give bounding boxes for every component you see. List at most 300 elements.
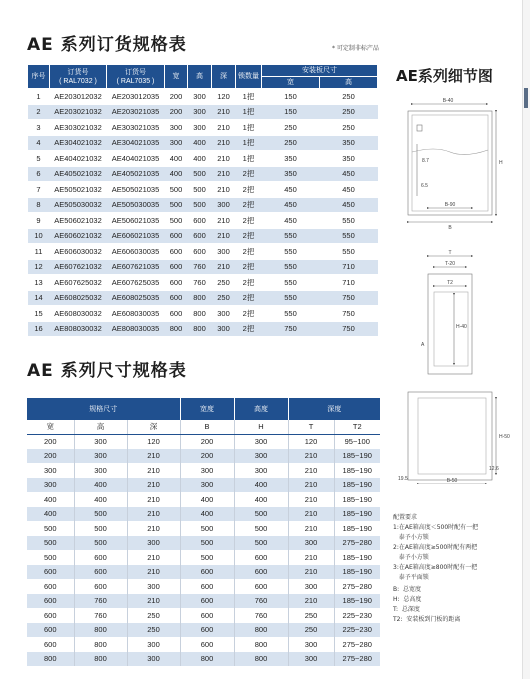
size-table-row — [27, 449, 380, 464]
table-cell: AE405021035 — [107, 166, 165, 182]
table-cell: AE606030035 — [107, 244, 165, 260]
table-cell: 210 — [127, 550, 180, 565]
table-cell: 800 — [234, 637, 288, 652]
table-cell: 6 — [28, 166, 50, 182]
table-cell: AE608025032 — [50, 290, 107, 306]
table-cell: 250 — [262, 120, 320, 136]
table-cell: 9 — [28, 213, 50, 229]
table-cell: 800 — [180, 652, 234, 667]
size-table-row — [27, 492, 380, 507]
table-cell: 300 — [180, 463, 234, 478]
col-plate-width: 宽 — [262, 77, 320, 89]
order-table-row — [28, 120, 378, 136]
plate-b50-label: B-50 — [446, 478, 458, 484]
table-cell: 400 — [165, 166, 188, 182]
table-cell: 210 — [288, 521, 334, 536]
col-w: 宽 — [27, 420, 74, 434]
table-cell: 210 — [212, 228, 236, 244]
table-cell: 120 — [288, 434, 334, 449]
col-height: 高 — [188, 65, 212, 89]
table-cell: 210 — [127, 507, 180, 522]
table-cell: 1 — [28, 89, 50, 105]
col-code-7035: 订货号 ( RAL7035 ) — [107, 65, 165, 89]
order-table-row — [28, 321, 378, 337]
table-cell: 600 — [165, 290, 188, 306]
table-cell: 300 — [288, 579, 334, 594]
front-b40-label: B-40 — [442, 98, 454, 104]
table-cell: 1把 — [236, 89, 262, 105]
table-cell: 300 — [127, 536, 180, 551]
table-cell: 600 — [27, 637, 74, 652]
table-cell: 210 — [288, 478, 334, 493]
front-65-label: 6.5 — [421, 183, 428, 189]
table-cell: 13 — [28, 275, 50, 291]
table-cell: 400 — [27, 492, 74, 507]
table-cell: 600 — [27, 565, 74, 580]
table-cell: 120 — [212, 89, 236, 105]
table-cell: AE505021035 — [107, 182, 165, 198]
table-cell: 300 — [74, 463, 127, 478]
col-H: H — [234, 420, 288, 434]
table-cell: 5 — [28, 151, 50, 167]
table-cell: 600 — [188, 213, 212, 229]
table-cell: 500 — [165, 213, 188, 229]
table-cell: 750 — [320, 306, 378, 322]
table-cell: AE405021032 — [50, 166, 107, 182]
order-table-title: AE 系列订货规格表 — [27, 35, 187, 55]
table-cell: 300 — [127, 579, 180, 594]
table-cell: 185~190 — [334, 550, 380, 565]
table-cell: 600 — [180, 623, 234, 638]
table-cell: 400 — [234, 492, 288, 507]
table-cell: 300 — [288, 637, 334, 652]
size-table-row — [27, 579, 380, 594]
table-cell: 800 — [165, 321, 188, 337]
table-cell: AE608030032 — [50, 306, 107, 322]
side-view-drawing — [428, 256, 472, 374]
table-cell: 300 — [234, 449, 288, 464]
table-cell: 300 — [212, 197, 236, 213]
table-cell: 185~190 — [334, 594, 380, 609]
table-cell: 2把 — [236, 306, 262, 322]
table-cell: 210 — [288, 594, 334, 609]
table-cell: 450 — [320, 182, 378, 198]
col-width: 宽 — [165, 65, 188, 89]
legend-line: B: 总宽度 — [393, 586, 421, 593]
legend-line: 1:在AE箱高度＜500时配有一把 — [393, 524, 479, 531]
table-cell: 210 — [127, 565, 180, 580]
table-cell: AE808030032 — [50, 321, 107, 337]
table-cell: 185~190 — [334, 565, 380, 580]
front-h-label: H — [499, 160, 503, 166]
table-cell: 500 — [180, 521, 234, 536]
table-cell: 600 — [165, 275, 188, 291]
table-cell: 550 — [262, 306, 320, 322]
table-cell: 300 — [212, 306, 236, 322]
table-cell: AE303021032 — [50, 120, 107, 136]
table-cell: 500 — [188, 182, 212, 198]
table-cell: 250 — [127, 608, 180, 623]
side-h40-label: H-40 — [456, 324, 467, 330]
table-cell: AE203021032 — [50, 104, 107, 120]
table-cell: 760 — [74, 594, 127, 609]
table-cell: 250 — [320, 89, 378, 105]
table-cell: 760 — [74, 608, 127, 623]
table-cell: 200 — [165, 104, 188, 120]
table-cell: 210 — [212, 135, 236, 151]
table-cell: AE607621035 — [107, 259, 165, 275]
table-cell: 185~190 — [334, 463, 380, 478]
col-plate-size: 安装板尺寸 — [262, 65, 378, 77]
table-cell: 300 — [188, 89, 212, 105]
order-spec-table — [27, 64, 378, 337]
legend-line: 泰予平面锁 — [393, 574, 429, 581]
order-table-row — [28, 290, 378, 306]
table-cell: AE606030032 — [50, 244, 107, 260]
table-cell: 2把 — [236, 166, 262, 182]
size-table-row — [27, 521, 380, 536]
side-t2-label: T2 — [447, 280, 453, 286]
col-width-group: 宽度 — [180, 398, 234, 420]
side-t20-label: T-20 — [444, 261, 456, 267]
plate-195-label: 19.5 — [398, 476, 408, 482]
size-table-row — [27, 652, 380, 667]
size-table-row — [27, 478, 380, 493]
table-cell: 550 — [262, 244, 320, 260]
table-cell: AE404021035 — [107, 151, 165, 167]
order-table-row — [28, 228, 378, 244]
table-cell: AE505030035 — [107, 197, 165, 213]
table-cell: 10 — [28, 228, 50, 244]
table-cell: 710 — [320, 275, 378, 291]
table-cell: 2 — [28, 104, 50, 120]
col-seq: 序号 — [28, 65, 50, 89]
size-table-row — [27, 608, 380, 623]
table-cell: 350 — [262, 166, 320, 182]
size-table-row — [27, 637, 380, 652]
table-cell: 250 — [288, 623, 334, 638]
table-cell: AE505030032 — [50, 197, 107, 213]
order-table-row — [28, 182, 378, 198]
table-cell: 300 — [180, 478, 234, 493]
table-cell: 185~190 — [334, 492, 380, 507]
table-cell: 500 — [165, 197, 188, 213]
table-cell: 400 — [180, 492, 234, 507]
table-cell: 500 — [27, 536, 74, 551]
front-87-label: 8.7 — [422, 158, 429, 164]
table-cell: 300 — [27, 478, 74, 493]
col-T2: T2 — [334, 420, 380, 434]
table-cell: 16 — [28, 321, 50, 337]
config-legend — [393, 513, 478, 625]
table-cell: 1把 — [236, 151, 262, 167]
table-cell: AE304021032 — [50, 135, 107, 151]
table-cell: 600 — [165, 306, 188, 322]
size-table-row — [27, 434, 380, 449]
table-cell: 600 — [165, 259, 188, 275]
table-cell: 7 — [28, 182, 50, 198]
col-h: 高 — [74, 420, 127, 434]
table-cell: 600 — [234, 550, 288, 565]
table-cell: 750 — [262, 321, 320, 337]
table-cell: 210 — [212, 213, 236, 229]
table-cell: AE304021035 — [107, 135, 165, 151]
table-cell: 550 — [262, 290, 320, 306]
table-cell: 800 — [74, 652, 127, 667]
table-cell: 500 — [180, 550, 234, 565]
table-cell: 1把 — [236, 135, 262, 151]
table-cell: 400 — [180, 507, 234, 522]
legend-line: T: 总深度 — [393, 606, 420, 613]
table-cell: 185~190 — [334, 507, 380, 522]
table-cell: 250 — [320, 120, 378, 136]
table-cell: AE606021035 — [107, 228, 165, 244]
size-table-title: AE 系列尺寸规格表 — [27, 361, 187, 381]
table-cell: 600 — [180, 608, 234, 623]
table-cell: 300 — [212, 321, 236, 337]
table-cell: 210 — [212, 166, 236, 182]
legend-line: 配置要求 — [393, 514, 418, 521]
table-cell: 210 — [127, 449, 180, 464]
table-cell: 300 — [74, 434, 127, 449]
table-cell: 500 — [234, 536, 288, 551]
table-cell: 400 — [74, 492, 127, 507]
table-cell: 15 — [28, 306, 50, 322]
table-cell: 800 — [234, 652, 288, 667]
table-cell: 12 — [28, 259, 50, 275]
table-cell: 760 — [234, 594, 288, 609]
size-table-row — [27, 550, 380, 565]
table-cell: 185~190 — [334, 449, 380, 464]
table-cell: 11 — [28, 244, 50, 260]
table-cell: 185~190 — [334, 521, 380, 536]
col-depth-group: 深度 — [288, 398, 380, 420]
table-cell: 185~190 — [334, 478, 380, 493]
table-cell: 250 — [212, 275, 236, 291]
table-cell: 150 — [262, 89, 320, 105]
table-cell: 600 — [27, 579, 74, 594]
table-cell: 760 — [188, 275, 212, 291]
size-table-row — [27, 623, 380, 638]
table-cell: 350 — [320, 135, 378, 151]
table-cell: 600 — [27, 623, 74, 638]
table-cell: 200 — [180, 434, 234, 449]
table-cell: 800 — [188, 321, 212, 337]
table-cell: 210 — [127, 521, 180, 536]
table-cell: 210 — [127, 463, 180, 478]
table-cell: 550 — [262, 228, 320, 244]
table-cell: AE203012032 — [50, 89, 107, 105]
table-cell: 300 — [288, 536, 334, 551]
col-code-7032: 订货号 ( RAL7032 ) — [50, 65, 107, 89]
table-cell: 300 — [288, 652, 334, 667]
table-cell: 275~280 — [334, 637, 380, 652]
table-cell: 250 — [320, 104, 378, 120]
table-cell: 500 — [180, 536, 234, 551]
table-cell: 2把 — [236, 213, 262, 229]
size-table-row — [27, 507, 380, 522]
custom-note: * 可定制非标产品 — [332, 45, 379, 52]
table-cell: 550 — [262, 259, 320, 275]
size-table-row — [27, 594, 380, 609]
col-height-group: 高度 — [234, 398, 288, 420]
table-cell: 600 — [180, 637, 234, 652]
size-table-row — [27, 463, 380, 478]
table-cell: 760 — [188, 259, 212, 275]
table-cell: AE303021035 — [107, 120, 165, 136]
col-spec-size: 规格尺寸 — [27, 398, 180, 420]
legend-line: H: 总高度 — [393, 596, 422, 603]
order-table-row — [28, 244, 378, 260]
table-cell: AE203021035 — [107, 104, 165, 120]
table-cell: AE608025035 — [107, 290, 165, 306]
order-table-row — [28, 197, 378, 213]
legend-line: 泰予小方锁 — [393, 534, 429, 541]
table-cell: 8 — [28, 197, 50, 213]
table-cell: 3 — [28, 120, 50, 136]
table-cell: 300 — [127, 652, 180, 667]
table-cell: 120 — [127, 434, 180, 449]
table-cell: 300 — [188, 120, 212, 136]
table-cell: 600 — [74, 579, 127, 594]
col-plate-height: 高 — [320, 77, 378, 89]
table-cell: AE203012035 — [107, 89, 165, 105]
table-cell: 550 — [320, 228, 378, 244]
table-cell: 600 — [27, 594, 74, 609]
plate-view-drawing — [408, 392, 496, 484]
side-t-label: T — [448, 250, 452, 256]
detail-title: AE系列细节图 — [396, 67, 493, 85]
table-cell: 400 — [234, 478, 288, 493]
table-cell: 500 — [74, 521, 127, 536]
table-cell: 400 — [188, 151, 212, 167]
table-cell: 225~230 — [334, 608, 380, 623]
table-cell: 210 — [212, 182, 236, 198]
table-cell: 250 — [288, 608, 334, 623]
table-cell: 500 — [27, 550, 74, 565]
table-cell: 450 — [320, 197, 378, 213]
table-cell: 500 — [188, 166, 212, 182]
table-cell: 400 — [27, 507, 74, 522]
table-cell: 450 — [320, 166, 378, 182]
order-table-row — [28, 306, 378, 322]
table-cell: 450 — [262, 182, 320, 198]
size-spec-table — [27, 398, 380, 666]
table-cell: 1把 — [236, 120, 262, 136]
table-cell: 300 — [188, 104, 212, 120]
table-cell: 2把 — [236, 197, 262, 213]
table-cell: 600 — [180, 594, 234, 609]
table-cell: 550 — [320, 213, 378, 229]
table-cell: 300 — [212, 244, 236, 260]
table-cell: 300 — [234, 463, 288, 478]
table-cell: 750 — [320, 321, 378, 337]
table-cell: 210 — [288, 492, 334, 507]
plate-h50-label: H-50 — [499, 434, 510, 440]
table-cell: 800 — [188, 290, 212, 306]
table-cell: 210 — [288, 550, 334, 565]
table-cell: AE607621032 — [50, 259, 107, 275]
table-cell: 600 — [74, 550, 127, 565]
table-cell: 200 — [165, 89, 188, 105]
table-cell: 760 — [234, 608, 288, 623]
table-cell: 200 — [27, 434, 74, 449]
front-b-label: B — [448, 225, 452, 231]
order-table-row — [28, 104, 378, 120]
table-cell: 210 — [288, 507, 334, 522]
table-cell: 150 — [262, 104, 320, 120]
col-depth: 深 — [212, 65, 236, 89]
table-cell: 600 — [188, 228, 212, 244]
order-table-row — [28, 135, 378, 151]
table-cell: 550 — [320, 244, 378, 260]
table-cell: 800 — [74, 623, 127, 638]
table-cell: 2把 — [236, 275, 262, 291]
table-cell: 400 — [74, 478, 127, 493]
table-cell: 210 — [212, 151, 236, 167]
col-d: 深 — [127, 420, 180, 434]
order-table-row — [28, 166, 378, 182]
table-cell: 400 — [165, 151, 188, 167]
plate-126-label: 12.6 — [489, 466, 499, 472]
page-edge-tab — [524, 88, 528, 108]
table-cell: 210 — [212, 104, 236, 120]
table-cell: 600 — [180, 565, 234, 580]
table-cell: 500 — [165, 182, 188, 198]
table-cell: 500 — [234, 521, 288, 536]
table-cell: 210 — [288, 449, 334, 464]
table-cell: 300 — [127, 637, 180, 652]
order-table-row — [28, 151, 378, 167]
table-cell: 210 — [127, 492, 180, 507]
table-cell: 600 — [180, 579, 234, 594]
table-cell: 600 — [27, 608, 74, 623]
table-cell: 225~230 — [334, 623, 380, 638]
table-cell: 210 — [212, 120, 236, 136]
table-cell: 210 — [127, 594, 180, 609]
size-table-row — [27, 565, 380, 580]
table-cell: 300 — [165, 135, 188, 151]
legend-line: T2: 安装板到门板的距离 — [393, 616, 461, 623]
table-cell: AE607625035 — [107, 275, 165, 291]
side-a-label: A — [421, 342, 425, 348]
front-b90-label: B-90 — [444, 202, 456, 208]
table-cell: 14 — [28, 290, 50, 306]
legend-line: 3:在AE箱高度≥800时配有一把 — [393, 564, 478, 571]
table-cell: 275~280 — [334, 652, 380, 667]
table-cell: 250 — [262, 135, 320, 151]
table-cell: 250 — [127, 623, 180, 638]
table-cell: 2把 — [236, 182, 262, 198]
table-cell: 600 — [188, 244, 212, 260]
table-cell: 550 — [262, 275, 320, 291]
table-cell: 300 — [74, 449, 127, 464]
table-cell: 800 — [188, 306, 212, 322]
table-cell: 300 — [27, 463, 74, 478]
table-cell: 450 — [262, 197, 320, 213]
table-cell: 200 — [180, 449, 234, 464]
table-cell: 800 — [74, 637, 127, 652]
table-cell: 210 — [127, 478, 180, 493]
table-cell: 275~280 — [334, 579, 380, 594]
table-cell: AE506021032 — [50, 213, 107, 229]
legend-line: 泰予小方锁 — [393, 554, 429, 561]
table-cell: 600 — [234, 565, 288, 580]
table-cell: 2把 — [236, 259, 262, 275]
table-cell: 200 — [27, 449, 74, 464]
table-cell: 2把 — [236, 321, 262, 337]
table-cell: 600 — [234, 579, 288, 594]
